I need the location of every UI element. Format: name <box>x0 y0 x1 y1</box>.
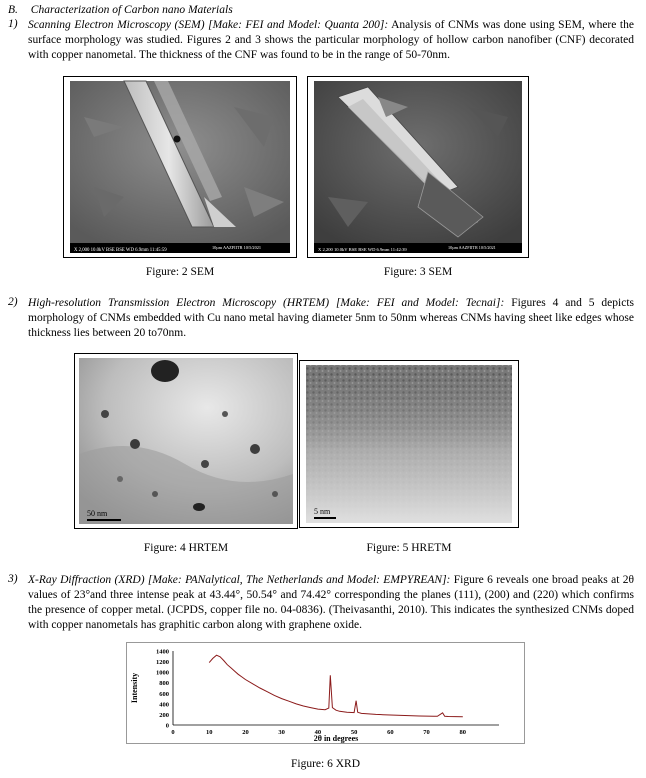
item-2-lead: High-resolution Transmission Electron Microscopy (HRTEM) [Make: FEI and Model: Tecnai]: <box>28 297 505 309</box>
figure-2-databar: X 2,000 10.0kV BSE BSE WD 6.9mm 11:45:59 <box>74 248 167 253</box>
figure-2-databar-right: 10µm AAZFIITR 10/5/2021 <box>212 245 262 250</box>
figure-3-sem-image <box>308 77 528 257</box>
y-tick-label: 1200 <box>156 659 169 667</box>
item-2-number: 2) <box>8 296 18 308</box>
y-tick-label: 200 <box>159 711 169 719</box>
item-3-paragraph <box>28 573 634 633</box>
item-3-number: 3) <box>8 573 18 585</box>
figure-4-hrtem-image <box>75 354 297 528</box>
figure-2-frame <box>63 76 297 258</box>
figure-2-sem-image <box>64 77 296 257</box>
x-tick-label: 0 <box>171 729 175 736</box>
item-2-text: Figures 4 and 5 depicts morphology of CNMs embedded with Cu nano metal having diameter 5nm to 50nm whereas CNMs having sheet like edges whose thickness lies between 20 to70nm. <box>28 297 634 339</box>
x-tick-label: 50 <box>350 729 358 736</box>
item-2-paragraph <box>28 296 634 341</box>
figure-4-scale-label: 50 nm <box>87 509 108 518</box>
figure-2-caption: Figure: 2 SEM <box>145 266 215 278</box>
y-tick-label: 1000 <box>156 669 169 677</box>
y-tick-label: 0 <box>165 722 169 730</box>
section-label: B. <box>8 4 18 16</box>
x-axis-label: 2θ in degrees <box>313 734 359 743</box>
figure-4-frame <box>74 353 298 529</box>
x-tick-label: 80 <box>459 729 467 736</box>
figure-5-scale-label: 5 nm <box>314 507 331 516</box>
xrd-chart <box>127 643 524 743</box>
x-tick-label: 10 <box>205 729 213 736</box>
item-1-lead: Scanning Electron Microscopy (SEM) [Make: FEI and Model: Quanta 200]: <box>28 19 389 31</box>
y-tick-label: 600 <box>159 690 169 698</box>
x-tick-label: 30 <box>278 729 285 736</box>
xrd-series-line <box>209 655 463 717</box>
figure-6-frame <box>126 642 525 744</box>
figure-5-hrtem-image <box>300 361 518 527</box>
figure-4-caption: Figure: 4 HRTEM <box>143 542 229 554</box>
figure-6-caption: Figure: 6 XRD <box>291 758 360 770</box>
figure-3-caption: Figure: 3 SEM <box>383 266 453 278</box>
figure-5-caption: Figure: 5 HRETM <box>366 542 452 554</box>
item-1-paragraph <box>28 18 634 63</box>
x-tick-label: 60 <box>387 729 394 736</box>
section-title: Characterization of Carbon nano Materials <box>30 4 233 16</box>
figure-3-databar-right: 10µm AAZFIITR 10/5/2021 <box>448 245 496 250</box>
y-tick-label: 1400 <box>156 648 169 656</box>
x-tick-label: 70 <box>423 729 430 736</box>
figure-3-databar: X 2,200 10.0kV BSE BSE WD 6.9mm 11:42:39 <box>318 247 407 252</box>
y-tick-label: 800 <box>159 680 169 688</box>
figure-3-frame <box>307 76 529 258</box>
item-3-text: Figure 6 reveals one broad peaks at 2θ values of 23°and three intense peak at 43.44°, 50.54° and 74.42° corresponding the planes (111), (200) and (220) which confirms the presence of copper metal. (JCPDS, copper file no. 04-0836). (Theivasanthi, 2010). This indicates the synthesized CNMs doped with copper nanometals has graphitic carbon along with graphene oxide. <box>28 574 634 631</box>
item-1-text: Analysis of CNMs was done using SEM, where the surface morphology was studied. Figures 2 and 3 shows the particular morphology of hollow carbon nanofiber (CNF) decorated with copper nanometal. The thickness of the CNF was found to be in the range of 50-70nm. <box>28 19 634 61</box>
item-3-lead: X-Ray Diffraction (XRD) [Make: PANalytical, The Netherlands and Model: EMPYREAN]: <box>28 574 451 586</box>
x-tick-label: 20 <box>242 729 249 736</box>
y-tick-label: 400 <box>159 701 169 709</box>
x-tick-label: 40 <box>314 729 322 736</box>
figure-5-frame <box>299 360 519 528</box>
item-1-number: 1) <box>8 18 18 30</box>
section-heading <box>8 4 233 16</box>
y-axis-label: Intensity <box>130 672 139 704</box>
